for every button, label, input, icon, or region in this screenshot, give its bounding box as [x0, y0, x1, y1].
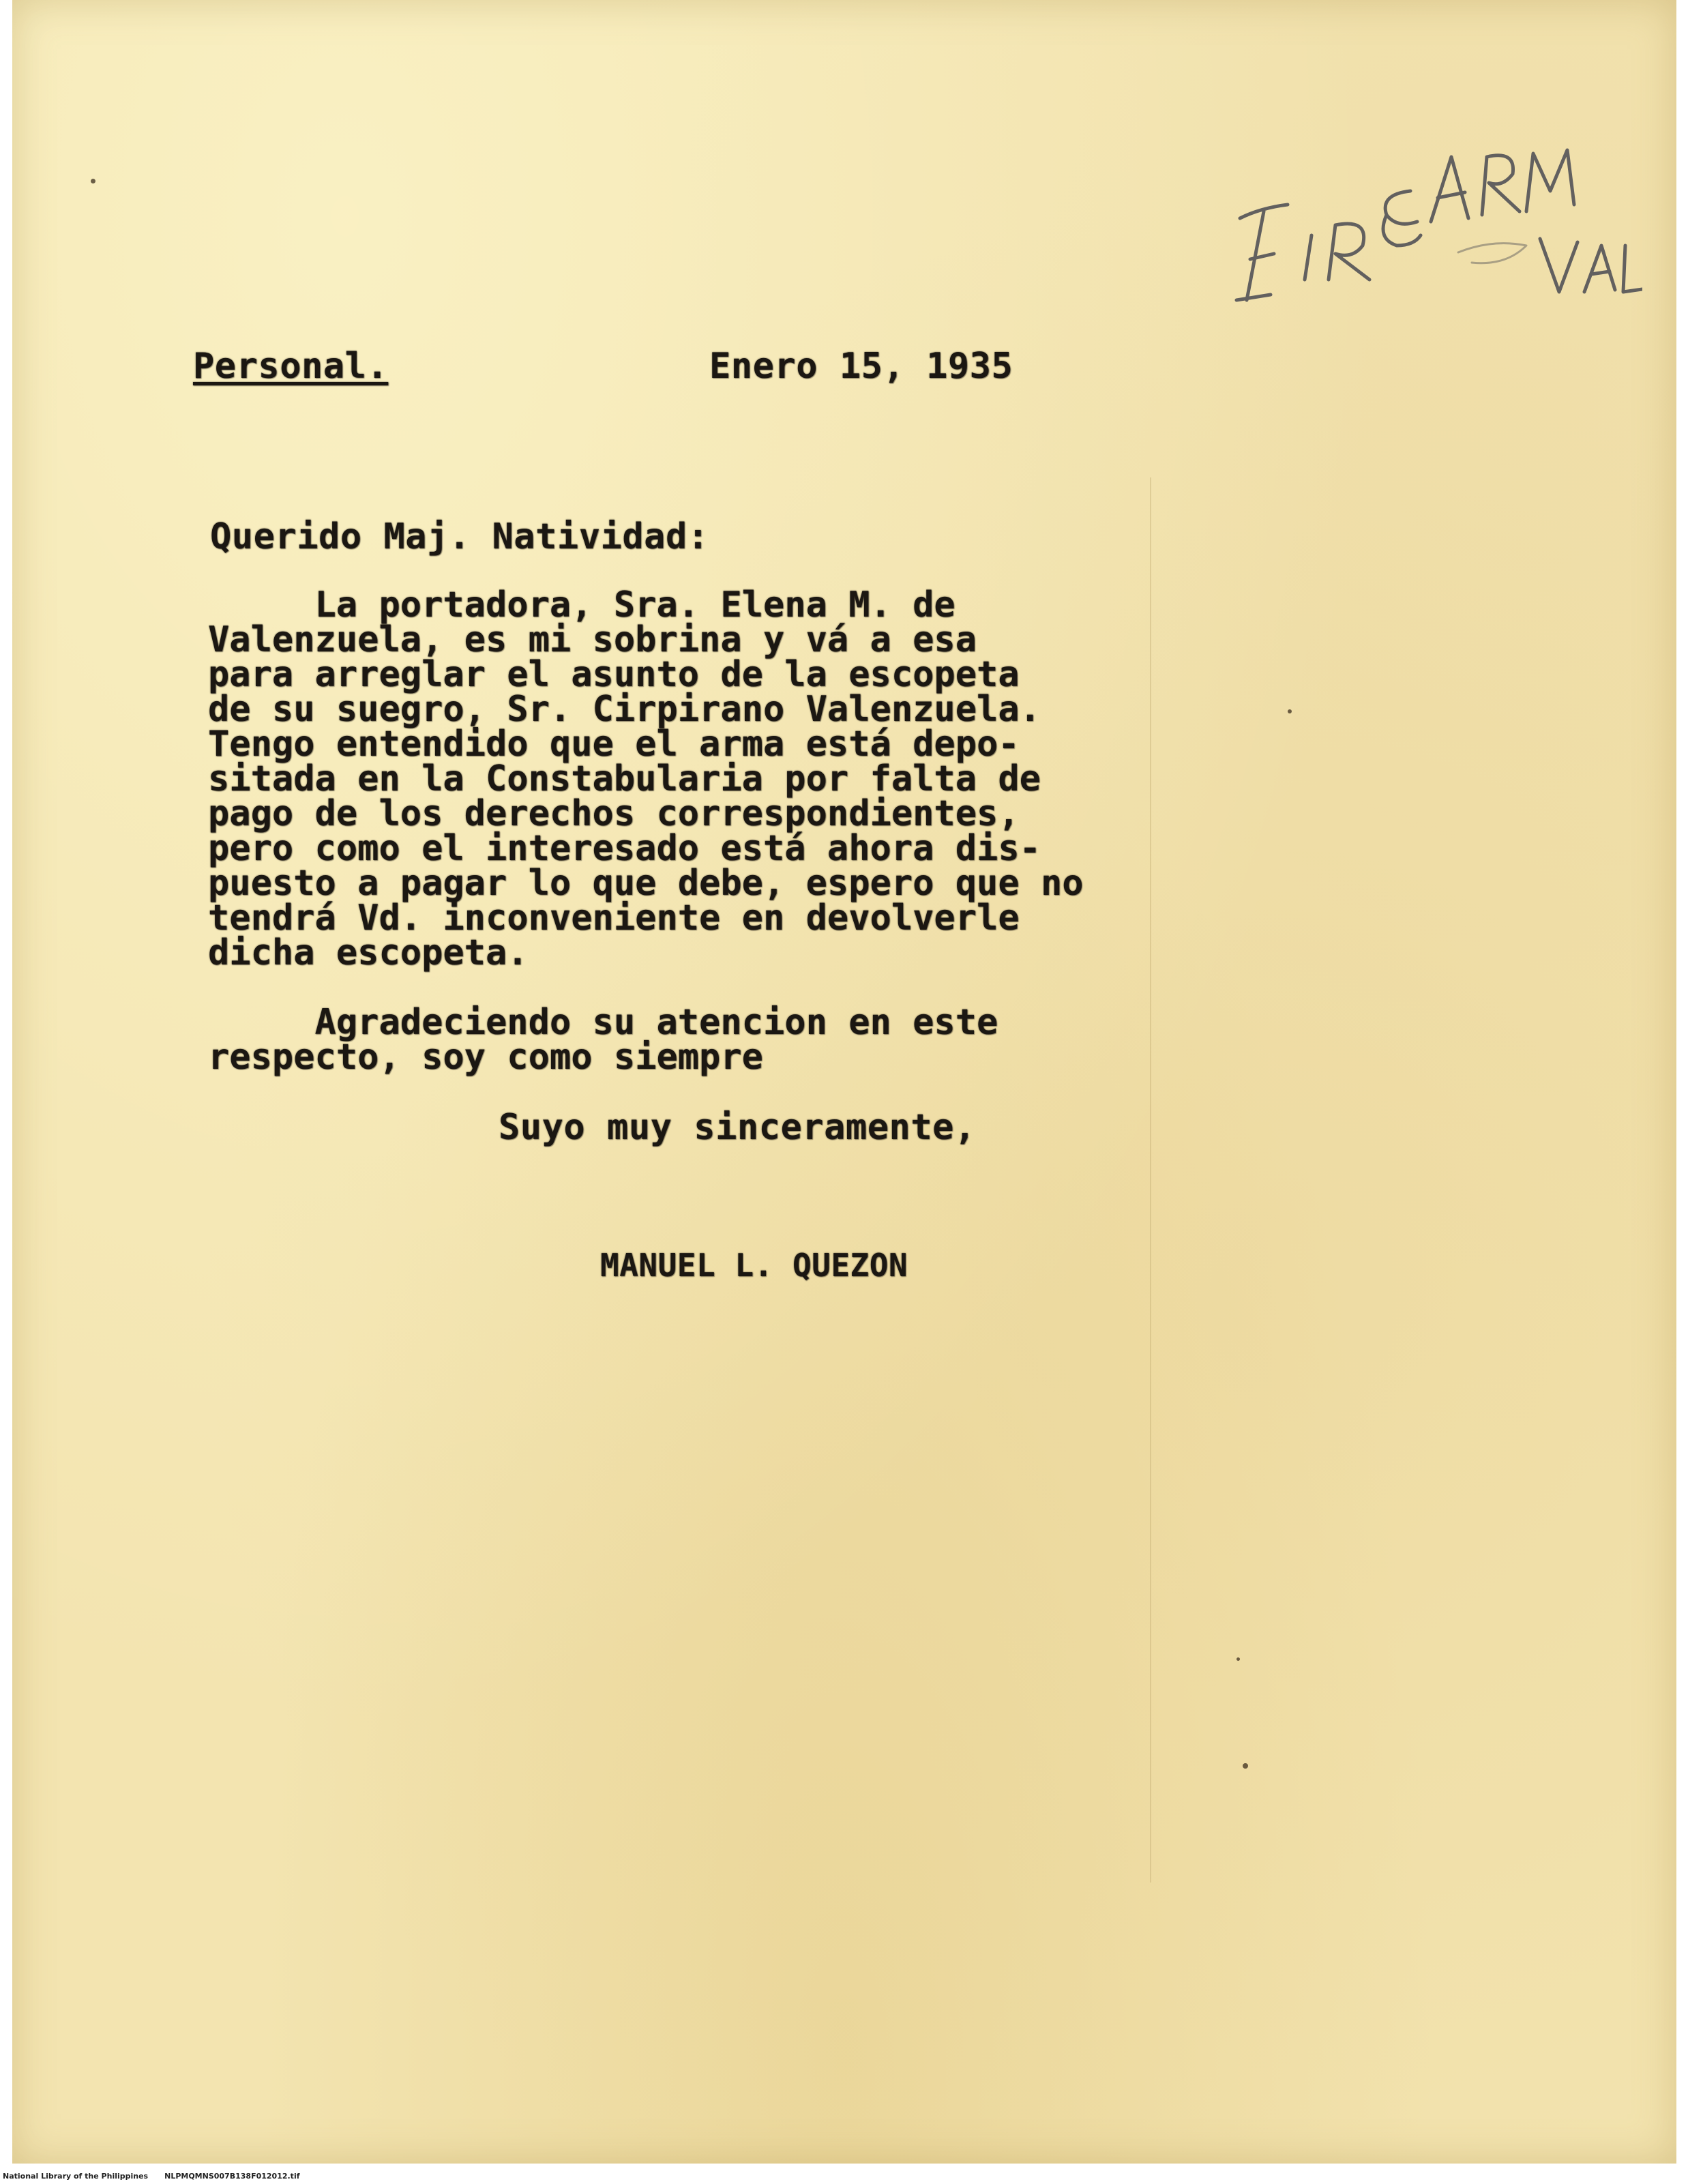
body-line: para arreglar el asunto de la escopeta	[208, 654, 1020, 695]
paper-speck	[1243, 1763, 1248, 1769]
body-line: Valenzuela, es mi sobrina y vá a esa	[208, 619, 977, 660]
body-line: puesto a pagar lo que debe, espero que no	[208, 863, 1084, 904]
body-line: La portadora, Sra. Elena M. de	[208, 585, 956, 625]
body-line: pero como el interesado está ahora dis-	[208, 828, 1041, 869]
body-line: sitada en la Constabularia por falta de	[208, 758, 1041, 799]
handwritten-annotation	[1233, 75, 1642, 334]
footer-institution: National Library of the Philippines	[3, 2172, 149, 2181]
body-line: dicha escopeta.	[208, 932, 529, 973]
body-line: pago de los derechos correspondientes,	[208, 793, 1020, 834]
closing-line: Suyo muy sinceramente,	[499, 1107, 976, 1148]
scan-footer	[3, 2172, 300, 2181]
paper-speck	[1288, 709, 1292, 713]
body-line: Agradeciendo su atencion en este	[208, 1002, 998, 1043]
paper-speck	[91, 179, 95, 183]
personal-label: Personal.	[193, 346, 389, 387]
salutation: Querido Maj. Natividad:	[210, 516, 709, 557]
body-line: respecto, soy como siempre	[208, 1037, 763, 1078]
footer-file-id: NLPMQMNS007B138F012012.tif	[164, 2172, 300, 2181]
body-line: de su suegro, Sr. Cirpirano Valenzuela.	[208, 689, 1041, 730]
signature-name: MANUEL L. QUEZON	[600, 1247, 908, 1284]
body-line: tendrá Vd. inconveniente en devolverle	[208, 898, 1020, 939]
paper-speck	[1237, 1657, 1240, 1661]
paper-fold-line	[1150, 477, 1151, 1883]
body-line: Tengo entendido que el arma está depo-	[208, 724, 1020, 765]
letter-date: Enero 15, 1935	[709, 346, 1013, 387]
letter-page	[12, 0, 1676, 2164]
